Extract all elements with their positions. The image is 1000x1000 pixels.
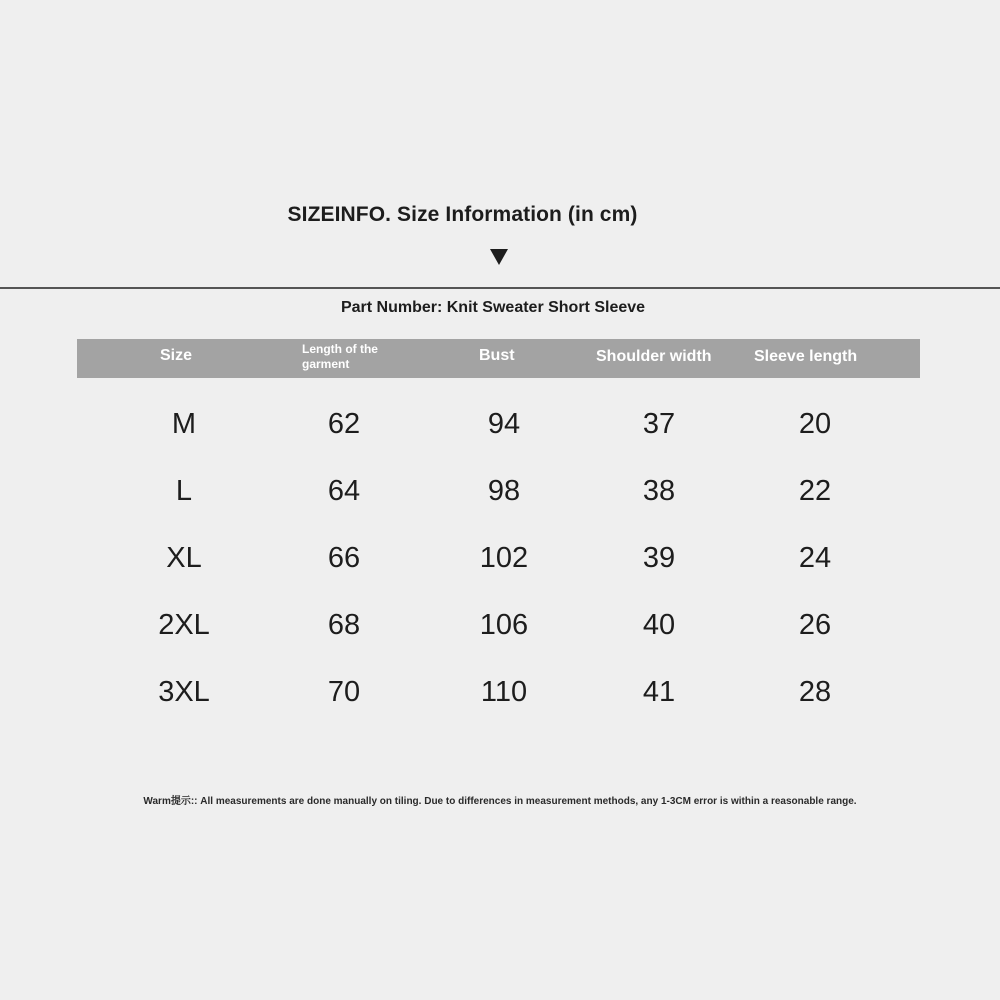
header-shoulder-width: Shoulder width [596,348,712,365]
down-triangle-icon [490,249,508,265]
page-title: SIZEINFO. Size Information (in cm) [287,203,638,226]
header-length: Length of the garment [302,342,378,371]
cell-bust: 102 [479,542,529,574]
cell-bust: 110 [480,676,528,708]
cell-size: L [175,475,193,507]
cell-length: 66 [327,542,361,574]
cell-size: 2XL [158,609,210,641]
cell-shoulder-width: 38 [642,475,676,507]
cell-sleeve-length: 26 [798,609,832,641]
cell-length: 70 [327,676,361,708]
cell-sleeve-length: 24 [798,542,832,574]
header-size: Size [160,347,193,364]
header-sleeve-length: Sleeve length [754,348,858,365]
cell-size: 3XL [158,676,210,708]
cell-bust: 94 [487,408,521,440]
cell-size: M [171,408,197,440]
cell-shoulder-width: 39 [642,542,676,574]
measurement-note: Warm提示:: All measurements are done manually on tiling. Due to differences in measurement methods, any 1-3CM error is within a reasonable range. [143,796,857,807]
part-number: Part Number: Knit Sweater Short Sleeve [340,299,646,316]
cell-shoulder-width: 41 [642,676,676,708]
cell-shoulder-width: 37 [642,408,676,440]
cell-shoulder-width: 40 [642,609,676,641]
cell-sleeve-length: 20 [798,408,832,440]
cell-sleeve-length: 22 [798,475,832,507]
cell-length: 68 [327,609,361,641]
cell-length: 64 [327,475,361,507]
cell-size: XL [166,542,202,574]
divider [0,287,1000,289]
table-header [77,339,920,378]
cell-length: 62 [327,408,361,440]
cell-bust: 106 [479,609,529,641]
header-bust: Bust [479,347,515,364]
cell-bust: 98 [487,475,521,507]
cell-sleeve-length: 28 [798,676,832,708]
